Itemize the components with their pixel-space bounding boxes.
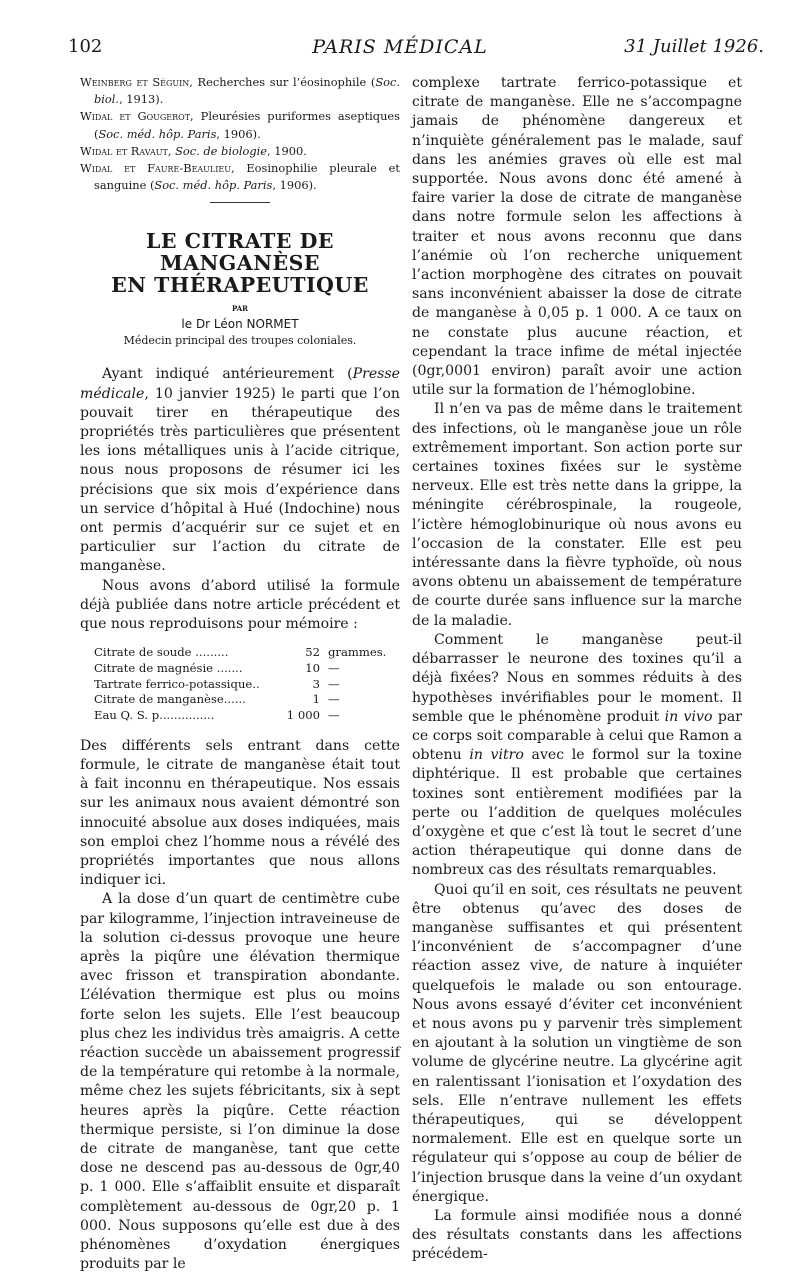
author-name: le Dr Léon NORMET (181, 317, 299, 332)
paragraph: A la dose d’un quart de centimètre cube par kilogramme, l’injection intraveineuse de la solution ci-dessus provoque une heure après la piqûre une élévation thermique avec frisson et transpiration abondante. L’élévation thermique est plus ou moins forte selon les sujets. Elle l’est beaucoup plus chez les individus très amaigris. A cette réaction succède un abaissement progressif de la température qui retombe à la normale, même chez les sujets fébricitants, six à sept heures après la piqûre. Cette réaction thermique persiste, si l’on diminue la dose de citrate de manganèse, tant que cette dose ne descend pas au-dessous de 0gr,40 p. 1 000. Elle s’affaiblit ensuite et disparaît complètement au-dessous de 0gr,20 p. 1 000. Nous supposons qu’elle est due à des phénomènes d’oxydation énergiques produits par le (80, 891, 400, 1273)
paragraph: Ayant indiqué antérieurement (Presse médicale, 10 janvier 1925) le parti que l’on pouvait tirer en thérapeutique des propriétés très particulières que présentent les ions métalliques unis à l’acide citrique, nous nous proposons de résumer ici les précisions que six mois d’expérience dans un service d’hôpital à Hué (Indochine) nous ont permis d’acquérir sur ce sujet et en particulier sur l’action du citrate de manganèse. (80, 366, 400, 575)
paragraph: Nous avons d’abord utilisé la formule déjà publiée dans notre article précédent et que nous reproduisons pour mémoire : (80, 577, 400, 633)
formula-row: Citrate de magnésie ....... 10 — (94, 660, 340, 675)
reference-item: Widal et Ravaut, Soc. de biologie, 1900. (80, 143, 307, 158)
byline-par: PAR (231, 304, 248, 314)
author-affiliation: Médecin principal des troupes coloniales. (123, 334, 357, 348)
left-column (80, 74, 400, 1274)
section-divider (210, 202, 270, 203)
left-body (80, 365, 400, 1274)
paragraph: Quoi qu’il en soit, ces résultats ne peuvent être obtenus qu’avec des doses de manganèse suffisantes et qui présentent l’inconvénient de s’accompagner d’une réaction assez vive, de nature à inquiéter quelquefois le malade ou son entourage. Nous avons essayé d’éviter cet inconvénient et nous avons pu y parvenir très simplement en ajoutant à la solution un vingtième de son volume de glycérine neutre. La glycérine agit en ralentissant l’ionisation et l’oxydation des sels. Elle n’entrave nullement les effets thérapeutiques, qui se développent normalement. Elle est en quelque sorte un régulateur qui s’oppose au coup de bélier de l’injection brusque dans la veine d’un oxydant énergique. (412, 881, 742, 1205)
formula-row: Citrate de soude ......... 52 grammes. (94, 645, 387, 660)
formula-row: Citrate de manganèse...... 1 — (94, 692, 340, 707)
reference-item: Weinberg et Séguin, Recherches sur l’éosinophile (Soc. biol., 1913). (80, 75, 400, 107)
issue-date: 31 Juillet 1926. (624, 36, 764, 57)
references (80, 74, 400, 194)
paragraph: La formule ainsi modifiée nous a donné des résultats constants dans les affections précédem- (412, 1207, 742, 1263)
article-title: LE CITRATE DE MANGANÈSE EN THÉRAPEUTIQUE (111, 229, 369, 298)
formula-table (94, 645, 386, 724)
paragraph: Il n’en va pas de même dans le traitement des infections, où le manganèse joue un rôle extrêmement important. Son action porte sur certaines toxines fixées sur le système nerveux. Elle est très nette dans la grippe, la méningite cérébrospinale, la rougeole, l’ictère hémoglobinurique où nous avons eu l’occasion de la constater. Elle est peu intéressante dans la fièvre typhoïde, où nous avons obtenu un abaissement de température de courte durée sans influence sur la marche de la maladie. (412, 401, 742, 629)
paragraph: Des différents sels entrant dans cette formule, le citrate de manganèse était tout à fait inconnu en thérapeutique. Nos essais sur les animaux nous avaient démontré son innocuité absolue aux doses indiquées, mais son emploi chez l’homme nous a révélé des propriétés importantes que nous allons indiquer ici. (80, 737, 400, 889)
reference-item: Widal et Gougerot, Pleurésies puriformes aseptiques (Soc. méd. hôp. Paris, 1906). (80, 109, 400, 141)
paragraph: Comment le manganèse peut-il débarrasser le neurone des toxines qu’il a déjà fixées? Nous en sommes réduits à des hypothèses invérifiables pour le moment. Il semble que le phénomène produit in vivo par ce corps soit comparable à celui que Ramon a obtenu in vitro avec le formol sur la toxine diphtérique. Il est probable que certaines toxines sont entièrement modifiées par la perte ou l’addition de quelques molécules d’oxygène et que c’est là tout le secret d’une action thérapeutique qui donne dans de nombreux cas des résultats remarquables. (412, 631, 742, 879)
paragraph: complexe tartrate ferrico-potassique et citrate de manganèse. Elle ne s’accompagne jamais de phénomène dangereux et n’inquiète généralement pas le malade, sauf dans les anémies graves où elle est mal supportée. Nous avons donc été amené à faire varier la dose de citrate de manganèse dans notre formule selon les affections à traiter et nous avons reconnu que dans l’anémie où l’on recherche uniquement l’action morphogène des citrates on pouvait sans inconvénient abaisser la dose de citrate de manganèse à 0,05 p. 1 000. A ce taux on ne constate plus aucune réaction, et cependant la trace infime de métal injectée (0gr,0001 environ) paraît avoir une action utile sur la formation de l’hémoglobine. (412, 75, 742, 399)
page-header (0, 36, 800, 64)
page-number: 102 (68, 36, 103, 57)
journal-title: PARIS MÉDICAL (312, 36, 488, 58)
formula-row: Eau Q. S. p............... 1 000 — (94, 708, 340, 723)
formula-row: Tartrate ferrico-potassique.. 3 — (94, 676, 340, 691)
right-column (412, 74, 742, 1265)
reference-item: Widal et Faure-Beaulieu, Eosinophilie pleurale et sanguine (Soc. méd. hôp. Paris, 1906). (80, 161, 400, 193)
